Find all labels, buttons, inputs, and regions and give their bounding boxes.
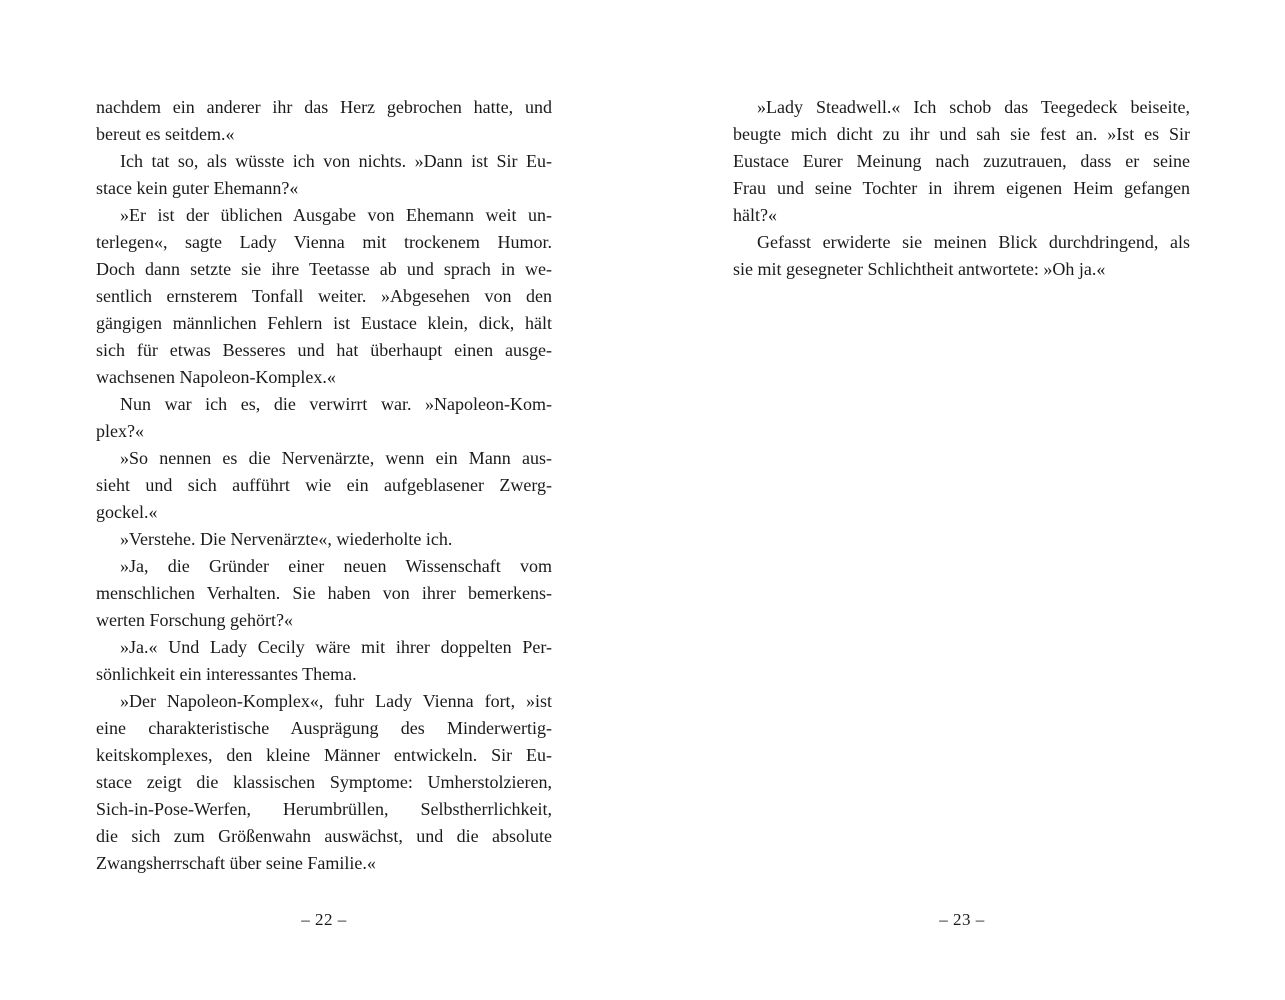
text-line: Sich-in-Pose-Werfen, Herumbrüllen, Selbstherrlichkeit,	[96, 799, 552, 819]
text-line: Gefasst erwiderte sie meinen Blick durchdringend, als	[757, 232, 1190, 252]
text-line: Nun war ich es, die verwirrt war. »Napoleon-Kom-	[120, 394, 552, 414]
text-line: stace kein guter Ehemann?«	[96, 178, 299, 198]
text-line: hält?«	[733, 205, 777, 225]
text-line: gockel.«	[96, 502, 158, 522]
text-line: stace zeigt die klassischen Symptome: Umherstolzieren,	[96, 772, 552, 792]
right-page	[640, 0, 1285, 1000]
text-line: »Er ist der üblichen Ausgabe von Ehemann weit un-	[120, 205, 552, 225]
text-line: Zwangsherrschaft über seine Familie.«	[96, 853, 376, 873]
text-line: Doch dann setzte sie ihre Teetasse ab und sprach in we-	[96, 259, 552, 279]
text-line: Eustace Eurer Meinung nach zuzutrauen, dass er seine	[733, 151, 1190, 171]
text-line: eine charakteristische Ausprägung des Minderwertig-	[96, 718, 552, 738]
text-line: sieht und sich aufführt wie ein aufgeblasener Zwerg-	[96, 475, 552, 495]
text-line: Frau und seine Tochter in ihrem eigenen Heim gefangen	[733, 178, 1190, 198]
text-line: plex?«	[96, 421, 144, 441]
text-line: »Ja.« Und Lady Cecily wäre mit ihrer doppelten Per-	[120, 637, 552, 657]
text-line: beugte mich dicht zu ihr und sah sie fest an. »Ist es Sir	[733, 124, 1190, 144]
text-line: »Der Napoleon-Komplex«, fuhr Lady Vienna fort, »ist	[120, 691, 552, 711]
text-line: nachdem ein anderer ihr das Herz gebrochen hatte, und	[96, 97, 552, 117]
page-number: – 22 –	[301, 910, 347, 929]
text-line: »So nennen es die Nervenärzte, wenn ein Mann aus-	[120, 448, 552, 468]
text-line: terlegen«, sagte Lady Vienna mit trockenem Humor.	[96, 232, 552, 252]
text-line: sentlich ernsterem Tonfall weiter. »Abgesehen von den	[96, 286, 552, 306]
text-line: sönlichkeit ein interessantes Thema.	[96, 664, 357, 684]
text-line: keitskomplexes, den kleine Männer entwickeln. Sir Eu-	[96, 745, 552, 765]
text-line: »Ja, die Gründer einer neuen Wissenschaft vom	[120, 556, 552, 576]
text-line: »Verstehe. Die Nervenärzte«, wiederholte ich.	[120, 529, 453, 549]
page-number: – 23 –	[939, 910, 985, 929]
text-line: gängigen männlichen Fehlern ist Eustace klein, dick, hält	[96, 313, 552, 333]
text-line: sie mit gesegneter Schlichtheit antwortete: »Oh ja.«	[733, 259, 1106, 279]
text-line: Ich tat so, als wüsste ich von nichts. »Dann ist Sir Eu-	[120, 151, 552, 171]
text-line: »Lady Steadwell.« Ich schob das Teegedeck beiseite,	[757, 97, 1190, 117]
text-line: die sich zum Größenwahn auswächst, und die absolute	[96, 826, 552, 846]
text-line: bereut es seitdem.«	[96, 124, 235, 144]
text-line: menschlichen Verhalten. Sie haben von ihrer bemerkens-	[96, 583, 552, 603]
text-line: sich für etwas Besseres und hat überhaupt einen ausge-	[96, 340, 552, 360]
left-page	[0, 0, 640, 1000]
text-line: werten Forschung gehört?«	[96, 610, 293, 630]
text-line: wachsenen Napoleon-Komplex.«	[96, 367, 336, 387]
